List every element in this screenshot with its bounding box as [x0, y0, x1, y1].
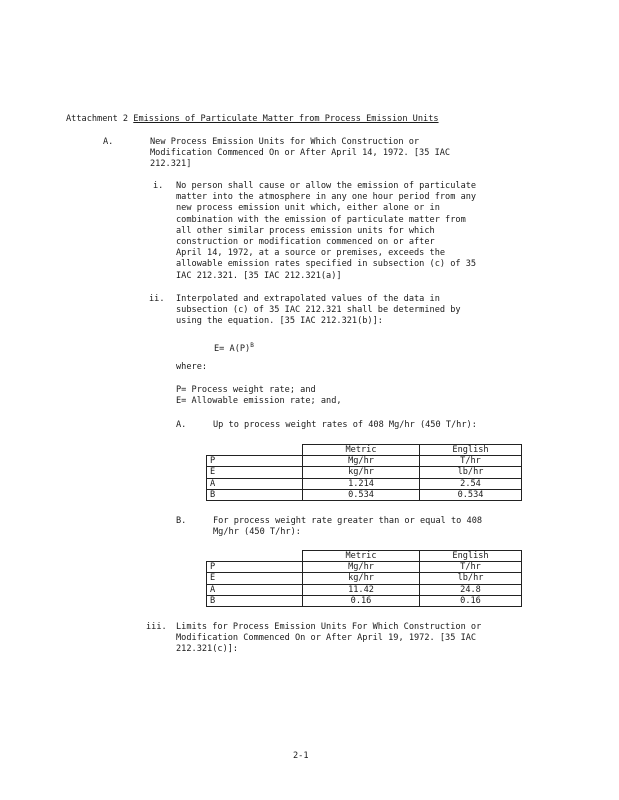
- section-a-line: Modification Commenced On or After April 14, 1972. [35 IAC: [150, 148, 451, 159]
- section-a-line: New Process Emission Units for Which Construction or: [150, 137, 420, 147]
- table-cell: B: [207, 489, 303, 500]
- item-i-paragraph: [176, 181, 476, 282]
- item-iii-line: Limits for Process Emission Units For Which Construction or: [176, 622, 482, 632]
- item-i-marker: i.: [153, 181, 164, 191]
- table-cell: P: [207, 456, 303, 467]
- sub-b-line: Mg/hr (450 T/hr):: [213, 527, 301, 538]
- item-i-line: all other similar process emission units for which: [176, 225, 435, 236]
- section-a-line: 212.321]: [150, 159, 192, 170]
- table-row: [207, 456, 522, 467]
- sub-a-marker: A.: [176, 420, 187, 430]
- table-cell: lb/hr: [420, 573, 522, 584]
- table-cell: kg/hr: [303, 467, 420, 478]
- item-ii-marker: ii.: [149, 294, 165, 304]
- table-cell: 2.54: [420, 478, 522, 489]
- table-cell: lb/hr: [420, 467, 522, 478]
- table-cell: B: [207, 595, 303, 606]
- page-number: 2-1: [293, 751, 309, 761]
- table-cell: E: [207, 573, 303, 584]
- table-cell: A: [207, 584, 303, 595]
- item-i-line: No person shall cause or allow the emission of particulate: [176, 181, 477, 191]
- equation-exponent: B: [250, 342, 254, 349]
- table-header-cell: English: [420, 551, 522, 562]
- emission-equation: [214, 340, 254, 355]
- table-row: [207, 467, 522, 478]
- item-iii-marker: iii.: [146, 622, 167, 632]
- item-iii-line: 212.321(c)]:: [176, 644, 239, 655]
- table-cell: T/hr: [420, 456, 522, 467]
- table-row: [207, 595, 522, 606]
- item-i-line: new process emission unit which, either alone or in: [176, 203, 440, 214]
- item-i-line: allowable emission rates specified in subsection (c) of 35: [176, 259, 477, 270]
- table-cell: 0.534: [303, 489, 420, 500]
- table-cell: E: [207, 467, 303, 478]
- item-ii-paragraph: [176, 294, 461, 328]
- table-header-cell: Metric: [303, 551, 420, 562]
- table-cell: 0.534: [420, 489, 522, 500]
- sub-a-text: Up to process weight rates of 408 Mg/hr (450 T/hr):: [213, 420, 477, 430]
- item-i-line: construction or modification commenced on or after: [176, 237, 435, 248]
- table-cell: A: [207, 478, 303, 489]
- item-i-line: April 14, 1972, at a source or premises, exceeds the: [176, 248, 446, 259]
- item-ii-line: subsection (c) of 35 IAC 212.321 shall be determined by: [176, 305, 461, 316]
- rate-table-over-408: [206, 550, 522, 607]
- where-label: where:: [176, 362, 208, 372]
- table-cell: kg/hr: [303, 573, 420, 584]
- table-cell: P: [207, 562, 303, 573]
- table-header-cell: [207, 551, 303, 562]
- item-iii-line: Modification Commenced On or After April 19, 1972. [35 IAC: [176, 633, 477, 644]
- attachment-prefix: Attachment 2: [66, 114, 129, 124]
- table-row: [207, 478, 522, 489]
- table-header-cell: [207, 445, 303, 456]
- table-cell: 11.42: [303, 584, 420, 595]
- table-row: [207, 573, 522, 584]
- sub-b-text: [213, 516, 482, 538]
- equation-base: E= A(P): [214, 343, 251, 354]
- section-a-marker: A.: [103, 137, 114, 147]
- attachment-title: Emissions of Particulate Matter from Process Emission Units: [133, 114, 439, 124]
- item-i-line: combination with the emission of particulate matter from: [176, 214, 466, 225]
- table-header-row: [207, 445, 522, 456]
- table-header-cell: English: [420, 445, 522, 456]
- section-a-heading: [150, 137, 450, 171]
- definition-item: P= Process weight rate; and: [176, 385, 316, 395]
- attachment-heading: [66, 114, 439, 125]
- item-iii-paragraph: [176, 622, 481, 656]
- table-cell: 0.16: [420, 595, 522, 606]
- table-cell: T/hr: [420, 562, 522, 573]
- item-i-line: matter into the atmosphere in any one hour period from any: [176, 192, 477, 203]
- table-row: [207, 489, 522, 500]
- rate-table-up-to-408: [206, 444, 522, 501]
- table-header-row: [207, 551, 522, 562]
- item-ii-line: using the equation. [35 IAC 212.321(b)]:: [176, 316, 383, 327]
- table-cell: 1.214: [303, 478, 420, 489]
- sub-b-marker: B.: [176, 516, 187, 526]
- table-row: [207, 584, 522, 595]
- table-header-cell: Metric: [303, 445, 420, 456]
- table-cell: Mg/hr: [303, 456, 420, 467]
- sub-b-line: For process weight rate greater than or equal to 408: [213, 516, 483, 526]
- table-cell: 24.8: [420, 584, 522, 595]
- table-cell: Mg/hr: [303, 562, 420, 573]
- table-row: [207, 562, 522, 573]
- definition-item: E= Allowable emission rate; and,: [176, 396, 342, 407]
- table-cell: 0.16: [303, 595, 420, 606]
- item-ii-line: Interpolated and extrapolated values of the data in: [176, 294, 440, 304]
- definition-list: [176, 385, 342, 407]
- item-i-line: IAC 212.321. [35 IAC 212.321(a)]: [176, 270, 342, 281]
